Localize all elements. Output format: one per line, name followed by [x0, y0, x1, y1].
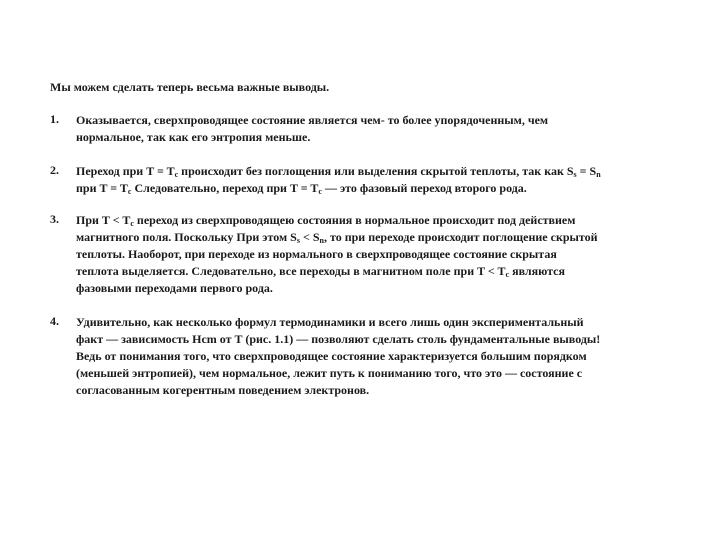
list-item	[50, 163, 670, 197]
subscript: c	[130, 219, 134, 228]
item-text: При $T < T_c$ переход из сверхпроводящею состояния в нормальное происходит под действием магнитного поля. Поскольку При этом $S_s < S_n$, то при переходе происходит поглощение скрытой теплоты. Наоборот, при переходе из нормального в сверхпроводящее состояние скрытая теплота выделяется. Следовательно, все переходы в магнитном поле при $T < T_c$ являются фазовыми переходами первого рода.	[76, 213, 598, 295]
subscript: n	[319, 236, 324, 245]
subscript: n	[596, 170, 601, 179]
subscript: c	[505, 270, 510, 279]
list-item	[50, 212, 670, 297]
intro-text: Мы можем сделать теперь весьма важные выводы.	[50, 80, 330, 94]
item-number: 1.	[50, 112, 59, 126]
item-number: 4.	[50, 314, 59, 328]
item-number: 2.	[50, 163, 59, 177]
subscript: s	[573, 170, 577, 179]
subscript: c	[174, 170, 179, 179]
item-text: Удивительно, как несколько формул термодинамики и всего лишь один экспериментальный факт — зависимость Hcm от T (рис. 1.1) — позволяют сделать столь фундаментальные выводы! Ведь от понимания того, что сверхпроводящее состояние характеризуется большим порядком (меньшей энтропией), чем нормальное, лежит путь к пониманию того, что это — состояние с согласованным когерентным поведением электронов.	[76, 315, 601, 397]
item-text: Оказывается, сверхпроводящее состояние является чем- то более упорядоченным, чем нормальное, так как его энтропия меньше.	[76, 113, 549, 144]
item-number: 3.	[50, 212, 59, 226]
subscript: c	[318, 187, 322, 196]
item-text: Переход при $T = T_c$ происходит без поглощения или выделения скрытой теплоты, так как $S_s = S_n$ при $T = T_c$ Следовательно, переход при $T = T_c$ — это фазовый переход второго рода.	[76, 164, 601, 196]
list-item	[50, 314, 670, 399]
subscript: s	[296, 236, 300, 245]
subscript: c	[127, 187, 132, 196]
list-item	[50, 112, 670, 146]
